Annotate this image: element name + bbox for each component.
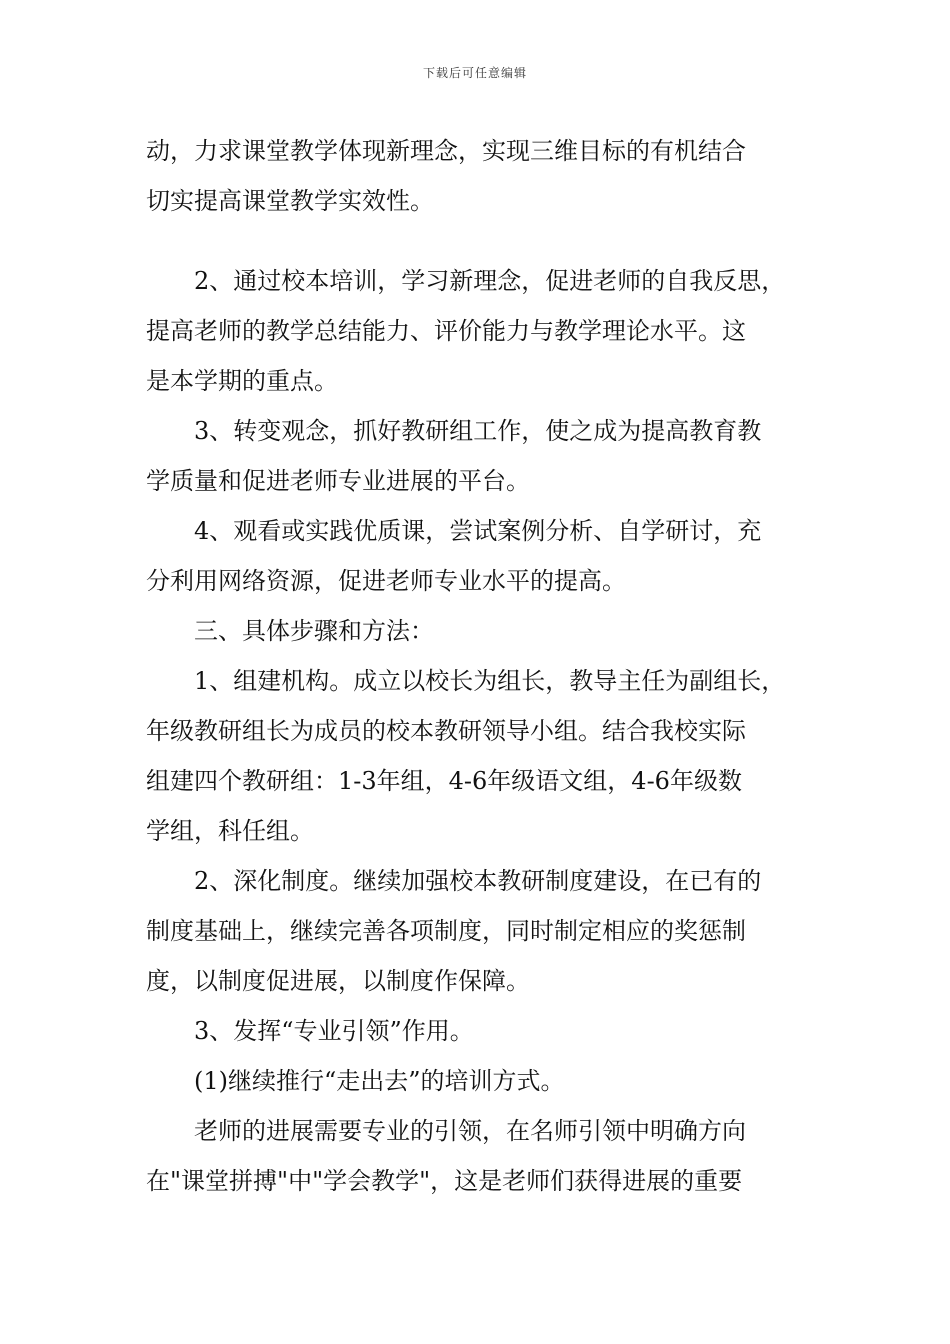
page-header: 下载后可任意编辑 — [422, 66, 527, 80]
text-line: 动，力求课堂教学体现新理念，实现三维目标的有机结合 — [146, 137, 746, 165]
text-line: 分利用网络资源，促进老师专业水平的提高。 — [146, 567, 626, 595]
text-line: 老师的进展需要专业的引领，在名师引领中明确方向 — [194, 1117, 746, 1145]
text-line: 4、观看或实践优质课，尝试案例分析、自学研讨，充 — [194, 517, 762, 545]
text-line: 3、发挥“专业引领”作用。 — [194, 1017, 474, 1045]
text-line: (1)继续推行“走出去”的培训方式。 — [194, 1067, 565, 1095]
text-line: 学质量和促进老师专业进展的平台。 — [146, 467, 530, 495]
text-line: 学组，科任组。 — [146, 817, 314, 845]
text-line: 2、深化制度。继续加强校本教研制度建设，在已有的 — [194, 867, 762, 895]
text-line: 度，以制度促进展，以制度作保障。 — [146, 967, 530, 995]
document-body — [146, 126, 814, 1206]
text-line: 组建四个教研组：1-3年组，4-6年级语文组，4-6年级数 — [146, 767, 742, 795]
text-line: 2、通过校本培训，学习新理念，促进老师的自我反思， — [194, 267, 786, 295]
text-line: 3、转变观念，抓好教研组工作，使之成为提高教育教 — [194, 417, 762, 445]
text-line: 提高老师的教学总结能力、评价能力与教学理论水平。这 — [146, 317, 746, 345]
paragraph-gap — [146, 226, 814, 256]
text-line: 年级教研组长为成员的校本教研领导小组。结合我校实际 — [146, 717, 746, 745]
text-line: 制度基础上，继续完善各项制度，同时制定相应的奖惩制 — [146, 917, 746, 945]
text-line: 是本学期的重点。 — [146, 367, 338, 395]
text-line: 切实提高课堂教学实效性。 — [146, 187, 434, 215]
section-heading: 三、具体步骤和方法： — [194, 617, 434, 645]
text-line: 1、组建机构。成立以校长为组长，教导主任为副组长， — [194, 667, 786, 695]
text-line: 在"课堂拼搏"中"学会教学"，这是老师们获得进展的重要 — [146, 1167, 743, 1195]
